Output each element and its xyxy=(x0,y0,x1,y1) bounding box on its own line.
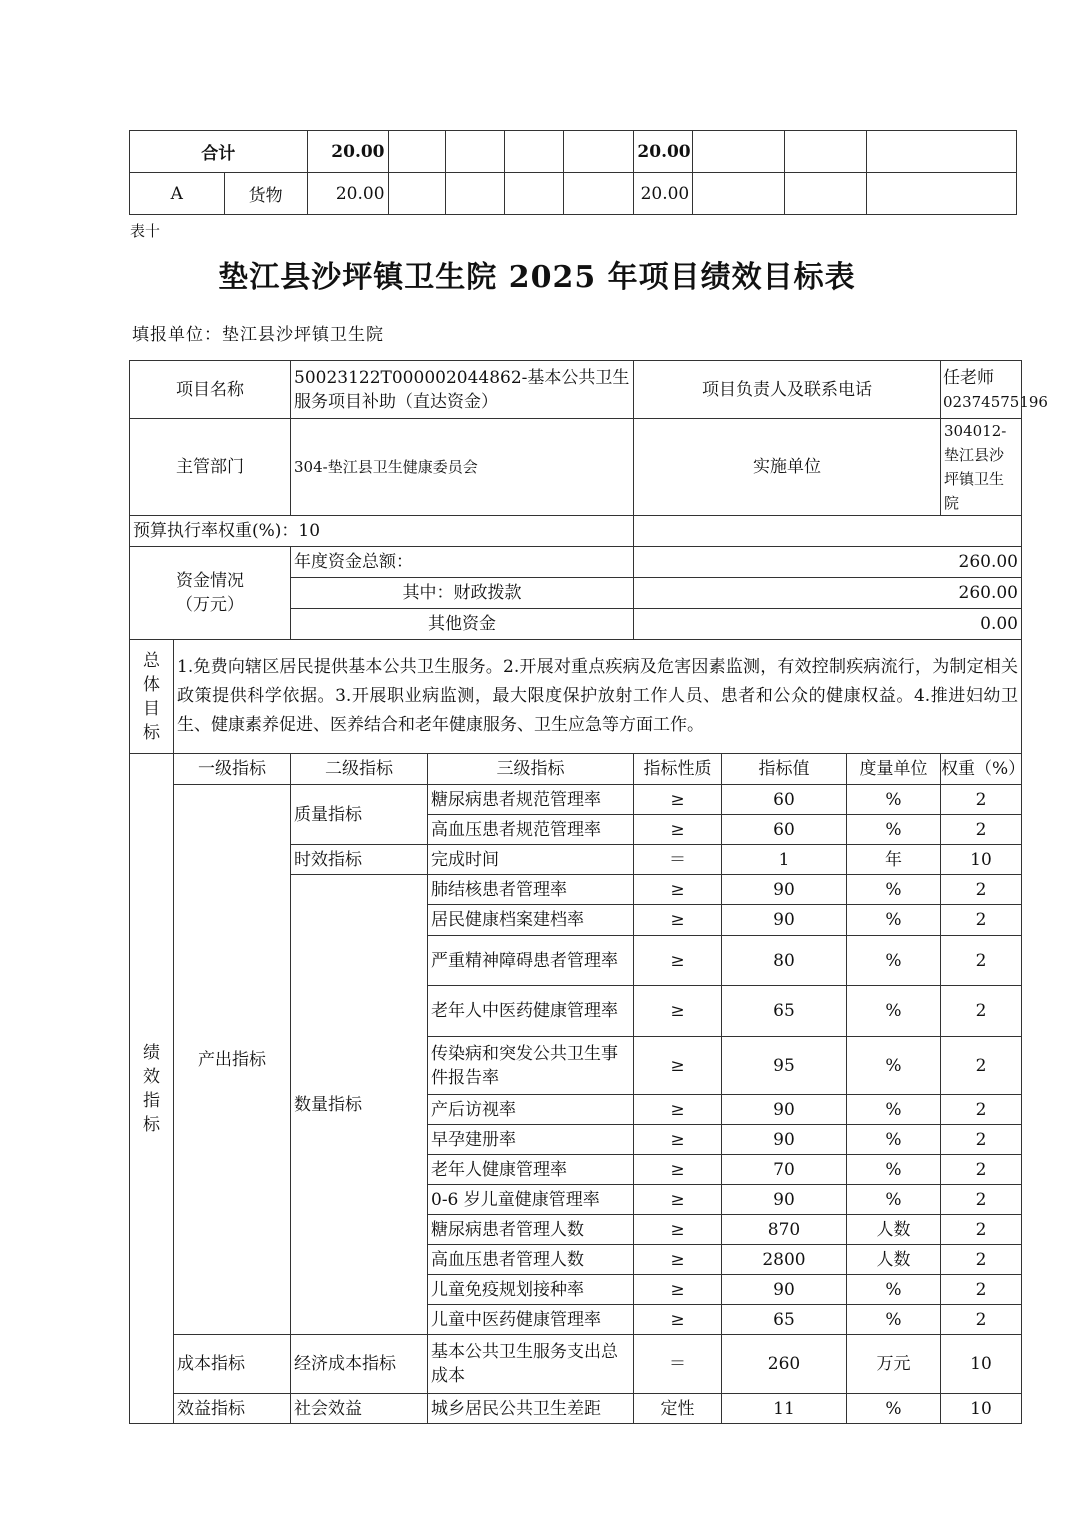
indicator-unit: % xyxy=(847,936,941,986)
indicator-name: 居民健康档案建档率 xyxy=(428,905,634,936)
indicator-name: 肺结核患者管理率 xyxy=(428,875,634,905)
indicator-unit: % xyxy=(847,1155,941,1185)
goal-char: 总 xyxy=(143,650,160,671)
overall-goal-text: 1.免费向辖区居民提供基本公共卫生服务。2.开展对重点疾病及危害因素监测，有效控制疾病流行，为制定相关政策提供科学依据。3.开展职业病监测，最大限度保护放射工作人员、患者和公众的健康权益。4.推进妇幼卫生、健康素养促进、医养结合和老年健康服务、卫生应急等方面工作。 xyxy=(174,640,1022,754)
indicator-name: 0-6 岁儿童健康管理率 xyxy=(428,1185,634,1215)
indicator-value: 11 xyxy=(722,1394,847,1424)
level1-output: 产出指标 xyxy=(174,785,291,1335)
header-level1: 一级指标 xyxy=(174,754,291,785)
overall-goal-row xyxy=(130,640,1022,754)
project-name-row xyxy=(130,361,1022,419)
indicator-weight: 2 xyxy=(941,1275,1022,1305)
indicator-name: 老年人健康管理率 xyxy=(428,1155,634,1185)
indicator-value: 65 xyxy=(722,986,847,1037)
indicator-header-row xyxy=(130,754,1022,785)
row-code: A xyxy=(130,173,225,215)
indicator-char: 指 xyxy=(143,1090,160,1111)
indicator-nature: 定性 xyxy=(634,1394,722,1424)
indicator-name: 糖尿病患者管理人数 xyxy=(428,1215,634,1245)
contact-phone: 02374575196 xyxy=(943,392,1048,411)
indicator-weight: 2 xyxy=(941,785,1022,815)
indicator-nature: ≥ xyxy=(634,785,722,815)
indicator-unit: 人数 xyxy=(847,1215,941,1245)
indicator-unit: % xyxy=(847,1185,941,1215)
indicator-unit: % xyxy=(847,905,941,936)
funds-total-label: 年度资金总额： xyxy=(291,547,634,578)
indicator-name: 城乡居民公共卫生差距 xyxy=(428,1394,634,1424)
indicator-unit: % xyxy=(847,785,941,815)
impl-value: 304012-垫江县沙坪镇卫生院 xyxy=(941,419,1022,516)
goal-char: 目 xyxy=(143,698,160,719)
table-number-label: 表十 xyxy=(130,222,161,240)
indicator-char: 效 xyxy=(143,1066,160,1087)
indicator-value: 1 xyxy=(722,845,847,875)
total-label: 合计 xyxy=(130,131,308,173)
header-weight: 权重（%） xyxy=(941,754,1022,785)
impl-label: 实施单位 xyxy=(634,419,941,516)
indicator-value: 65 xyxy=(722,1305,847,1335)
indicator-value: 2800 xyxy=(722,1245,847,1275)
indicator-value: 260 xyxy=(722,1335,847,1394)
indicator-nature: ≥ xyxy=(634,1037,722,1095)
indicator-unit: % xyxy=(847,1275,941,1305)
dept-value: 304-垫江县卫生健康委员会 xyxy=(291,419,634,516)
goal-char: 标 xyxy=(143,722,160,743)
indicator-char: 绩 xyxy=(143,1042,160,1063)
indicator-unit: % xyxy=(847,1125,941,1155)
indicator-name: 早孕建册率 xyxy=(428,1125,634,1155)
table-row xyxy=(130,1394,1022,1424)
page-title: 垫江县沙坪镇卫生院 2025 年项目绩效目标表 xyxy=(218,260,856,295)
indicator-weight: 2 xyxy=(941,1155,1022,1185)
table-row xyxy=(130,1335,1022,1394)
indicator-value: 90 xyxy=(722,1275,847,1305)
level2-cost: 经济成本指标 xyxy=(291,1335,428,1394)
indicator-value: 80 xyxy=(722,936,847,986)
indicator-name: 高血压患者管理人数 xyxy=(428,1245,634,1275)
indicator-nature: ≥ xyxy=(634,1305,722,1335)
funds-other-value: 0.00 xyxy=(634,609,1022,640)
indicator-value: 60 xyxy=(722,785,847,815)
fill-unit: 填报单位：垫江县沙坪镇卫生院 xyxy=(132,325,384,345)
indicator-weight: 2 xyxy=(941,815,1022,845)
indicator-weight: 2 xyxy=(941,1095,1022,1125)
indicator-name: 严重精神障碍患者管理率 xyxy=(428,936,634,986)
funds-fiscal-label: 其中：财政拨款 xyxy=(291,578,634,609)
indicator-value: 90 xyxy=(722,1125,847,1155)
indicator-unit: % xyxy=(847,1394,941,1424)
header-unit: 度量单位 xyxy=(847,754,941,785)
row-name: 货物 xyxy=(224,173,307,215)
row-amount-2: 20.00 xyxy=(634,173,693,215)
table-row xyxy=(130,785,1022,815)
indicator-unit: % xyxy=(847,1095,941,1125)
indicator-unit: % xyxy=(847,815,941,845)
contact-label: 项目负责人及联系电话 xyxy=(634,361,941,419)
indicator-nature: ＝ xyxy=(634,845,722,875)
indicator-unit: 年 xyxy=(847,845,941,875)
indicator-name: 传染病和突发公共卫生事件报告率 xyxy=(428,1037,634,1095)
indicator-nature: ≥ xyxy=(634,1215,722,1245)
project-name-value: 50023122T000002044862-基本公共卫生服务项目补助（直达资金） xyxy=(291,361,634,419)
indicator-weight: 2 xyxy=(941,936,1022,986)
indicator-nature: ≥ xyxy=(634,1245,722,1275)
indicator-value: 90 xyxy=(722,1185,847,1215)
funds-total-row xyxy=(130,547,1022,578)
level2-quantity: 数量指标 xyxy=(291,875,428,1335)
funds-other-label: 其他资金 xyxy=(291,609,634,640)
header-level2: 二级指标 xyxy=(291,754,428,785)
indicator-value: 90 xyxy=(722,875,847,905)
level2-social: 社会效益 xyxy=(291,1394,428,1424)
indicator-unit: % xyxy=(847,1037,941,1095)
indicator-value: 95 xyxy=(722,1037,847,1095)
indicator-nature: ≥ xyxy=(634,1155,722,1185)
indicator-weight: 2 xyxy=(941,875,1022,905)
indicator-nature: ≥ xyxy=(634,936,722,986)
funds-label xyxy=(130,547,291,640)
indicator-unit: % xyxy=(847,986,941,1037)
indicator-name: 儿童免疫规划接种率 xyxy=(428,1275,634,1305)
indicator-nature: ≥ xyxy=(634,1125,722,1155)
department-row xyxy=(130,419,1022,516)
indicator-nature: ≥ xyxy=(634,905,722,936)
indicator-name: 糖尿病患者规范管理率 xyxy=(428,785,634,815)
indicator-nature: ＝ xyxy=(634,1335,722,1394)
performance-indicator-label xyxy=(130,754,174,1424)
indicator-weight: 2 xyxy=(941,1125,1022,1155)
indicator-weight: 2 xyxy=(941,1185,1022,1215)
indicator-name: 产后访视率 xyxy=(428,1095,634,1125)
indicator-nature: ≥ xyxy=(634,1095,722,1125)
indicator-weight: 2 xyxy=(941,1305,1022,1335)
total-amount-2: 20.00 xyxy=(634,131,693,173)
indicator-weight: 2 xyxy=(941,905,1022,936)
funds-label-text: 资金情况（万元） xyxy=(176,571,244,615)
indicator-name: 老年人中医药健康管理率 xyxy=(428,986,634,1037)
indicator-nature: ≥ xyxy=(634,1275,722,1305)
header-value: 指标值 xyxy=(722,754,847,785)
indicator-value: 90 xyxy=(722,1095,847,1125)
performance-target-table xyxy=(129,360,1048,1424)
total-row xyxy=(130,131,1017,173)
procurement-summary-table xyxy=(129,130,1017,215)
dept-label: 主管部门 xyxy=(130,419,291,516)
goods-row xyxy=(130,173,1017,215)
contact-name: 任老师 xyxy=(943,367,994,388)
indicator-weight: 10 xyxy=(941,1335,1022,1394)
indicator-weight: 2 xyxy=(941,1215,1022,1245)
funds-fiscal-value: 260.00 xyxy=(634,578,1022,609)
indicator-unit: % xyxy=(847,1305,941,1335)
indicator-weight: 2 xyxy=(941,1245,1022,1275)
level1-cost: 成本指标 xyxy=(174,1335,291,1394)
indicator-value: 60 xyxy=(722,815,847,845)
total-amount: 20.00 xyxy=(307,131,388,173)
indicator-name: 基本公共卫生服务支出总成本 xyxy=(428,1335,634,1394)
header-level3: 三级指标 xyxy=(428,754,634,785)
indicator-weight: 2 xyxy=(941,1037,1022,1095)
level2-quality: 质量指标 xyxy=(291,785,428,845)
project-name-label: 项目名称 xyxy=(130,361,291,419)
contact-value xyxy=(941,361,1048,419)
overall-goal-label xyxy=(130,640,174,754)
indicator-name: 完成时间 xyxy=(428,845,634,875)
indicator-value: 870 xyxy=(722,1215,847,1245)
indicator-weight: 2 xyxy=(941,986,1022,1037)
indicator-nature: ≥ xyxy=(634,1185,722,1215)
level2-time: 时效指标 xyxy=(291,845,428,875)
budget-weight: 预算执行率权重(%)：10 xyxy=(130,516,634,547)
indicator-weight: 10 xyxy=(941,845,1022,875)
indicator-nature: ≥ xyxy=(634,986,722,1037)
indicator-name: 儿童中医药健康管理率 xyxy=(428,1305,634,1335)
indicator-unit: 人数 xyxy=(847,1245,941,1275)
budget-weight-row xyxy=(130,516,1022,547)
indicator-char: 标 xyxy=(143,1114,160,1135)
header-nature: 指标性质 xyxy=(634,754,722,785)
indicator-name: 高血压患者规范管理率 xyxy=(428,815,634,845)
funds-total-value: 260.00 xyxy=(634,547,1022,578)
indicator-nature: ≥ xyxy=(634,875,722,905)
indicator-unit: % xyxy=(847,875,941,905)
indicator-value: 70 xyxy=(722,1155,847,1185)
level1-benefit: 效益指标 xyxy=(174,1394,291,1424)
indicator-unit: 万元 xyxy=(847,1335,941,1394)
indicator-weight: 10 xyxy=(941,1394,1022,1424)
goal-char: 体 xyxy=(143,674,160,695)
indicator-nature: ≥ xyxy=(634,815,722,845)
row-amount: 20.00 xyxy=(307,173,388,215)
indicator-value: 90 xyxy=(722,905,847,936)
